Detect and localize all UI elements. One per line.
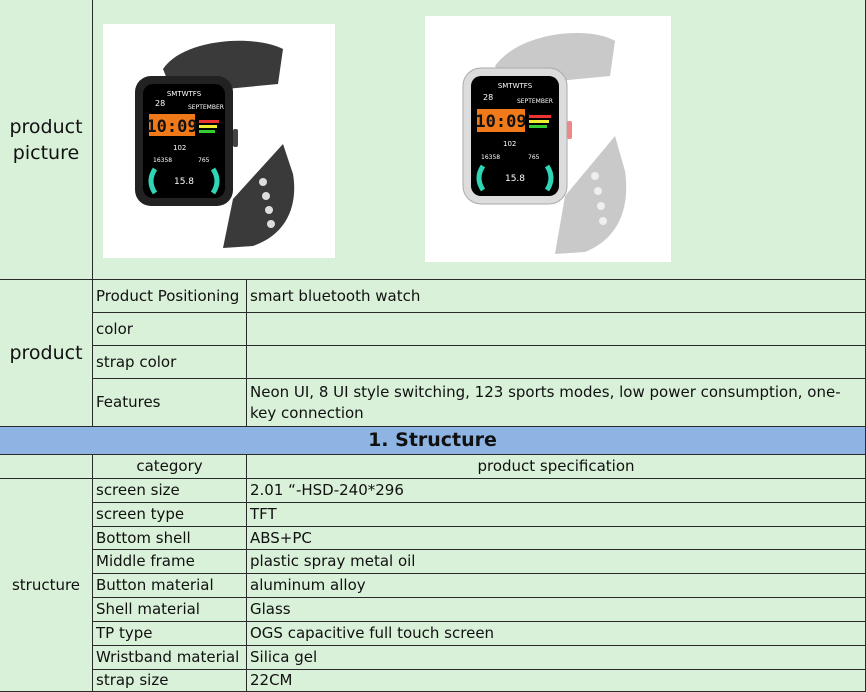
structure-title: 1. Structure [0, 427, 866, 455]
watch-silver-image [425, 16, 671, 262]
features-text: Neon UI, 8 UI style switching, 123 sports modes, low power consumption, one-key connection [250, 382, 841, 422]
structure-row-name: Button material [93, 574, 247, 598]
product-row-value: smart bluetooth watch [247, 280, 866, 313]
watch-photo-silver [425, 16, 671, 262]
structure-group-label: structure [0, 479, 93, 692]
svg-text:28: 28 [483, 93, 494, 102]
watch-black-image [103, 24, 335, 258]
structure-row-name: screen size [93, 479, 247, 503]
header-category: category [93, 455, 247, 479]
svg-text:SEPTEMBER: SEPTEMBER [188, 104, 224, 111]
header-spec: product specification [247, 455, 866, 479]
structure-row-value: Silica gel [247, 646, 866, 670]
svg-text:15.8: 15.8 [504, 174, 526, 184]
product-row-value [247, 313, 866, 346]
product-row-value [247, 379, 866, 427]
structure-row-name: screen type [93, 503, 247, 527]
product-section-label-text: product [9, 342, 83, 364]
structure-row-value: plastic spray metal oil [247, 550, 866, 574]
product-picture-label [0, 0, 93, 280]
structure-row-name: Shell material [93, 598, 247, 622]
structure-row-name: Wristband material [93, 646, 247, 670]
product-row-name: Features [93, 379, 247, 427]
product-row-name: color [93, 313, 247, 346]
structure-row-value: aluminum alloy [247, 574, 866, 598]
product-row-value [247, 346, 866, 379]
structure-row-name: TP type [93, 622, 247, 646]
product-section-label [0, 280, 93, 427]
structure-row-value: 22CM [247, 670, 866, 692]
svg-text:765: 765 [528, 154, 540, 161]
svg-text:SEPTEMBER: SEPTEMBER [517, 98, 553, 105]
svg-text:10:09: 10:09 [146, 117, 198, 137]
product-picture-label-text: product picture [9, 115, 83, 164]
svg-text:15.8: 15.8 [173, 177, 195, 187]
svg-text:102: 102 [173, 144, 187, 152]
structure-row-name: Middle frame [93, 550, 247, 574]
svg-text:102: 102 [503, 140, 517, 148]
svg-text:765: 765 [198, 157, 210, 164]
svg-text:SMTWTFS: SMTWTFS [166, 90, 202, 98]
svg-text:16358: 16358 [153, 157, 173, 164]
structure-row-value: OGS capacitive full touch screen [247, 622, 866, 646]
structure-row-value: 2.01 “-HSD-240*296 [247, 479, 866, 503]
product-row-name: Product Positioning [93, 280, 247, 313]
svg-text:10:09: 10:09 [475, 112, 527, 132]
header-empty [0, 455, 93, 479]
structure-row-value: TFT [247, 503, 866, 527]
structure-row-value: ABS+PC [247, 527, 866, 550]
svg-text:16358: 16358 [481, 154, 501, 161]
structure-row-value: Glass [247, 598, 866, 622]
structure-row-name: Bottom shell [93, 527, 247, 550]
structure-row-name: strap size [93, 670, 247, 692]
svg-text:28: 28 [155, 99, 166, 108]
watch-photo-black [103, 24, 335, 258]
product-row-name: strap color [93, 346, 247, 379]
svg-text:SMTWTFS: SMTWTFS [497, 82, 533, 90]
